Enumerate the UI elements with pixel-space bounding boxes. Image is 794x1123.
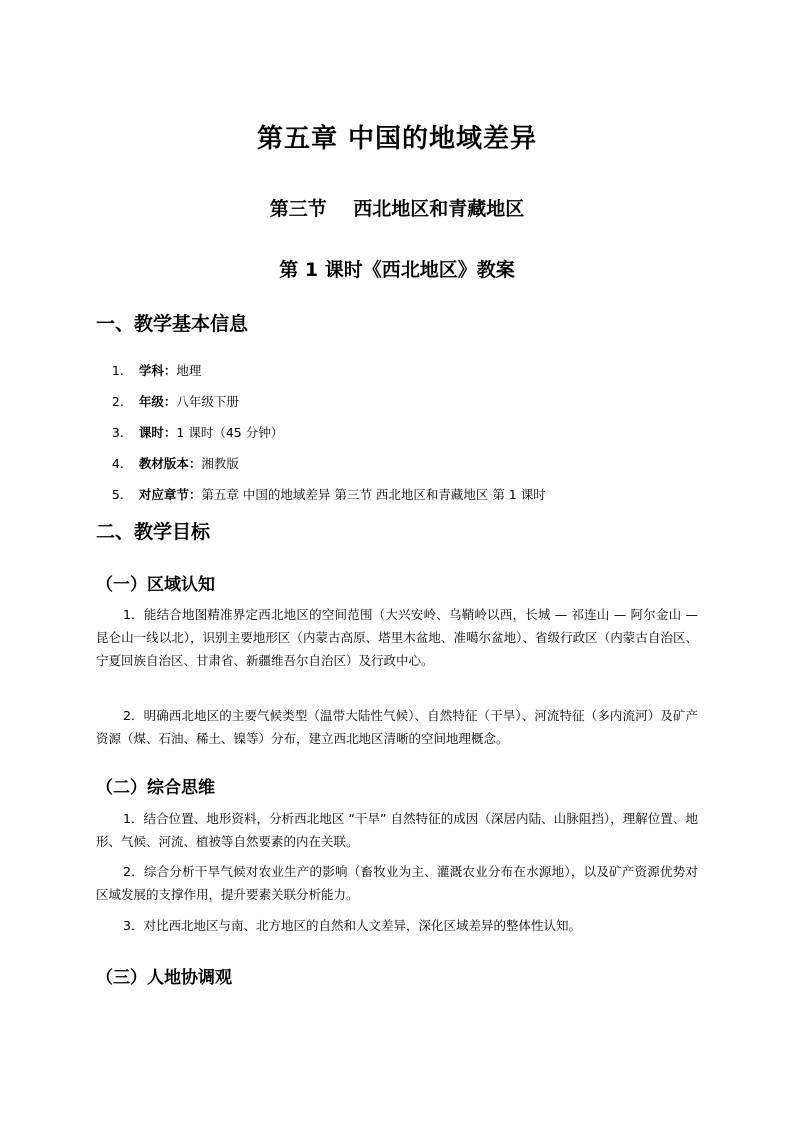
- info-item-value: 八年级下册: [176, 394, 239, 409]
- info-item-value: 地理: [176, 363, 202, 378]
- info-item-number: 3.: [111, 425, 124, 440]
- info-item-value: 第五章 中国的地域差异 第三节 西北地区和青藏地区 第 1 课时: [201, 487, 546, 502]
- info-item-number: 5.: [111, 487, 124, 502]
- info-item-label: 学科：: [138, 363, 177, 378]
- info-item-label: 年级：: [138, 394, 177, 409]
- lesson-title: 第 1 课时《西北地区》教案: [279, 259, 515, 281]
- heading-objectives: 二、教学目标: [96, 521, 211, 543]
- info-item-number: 2.: [111, 394, 124, 409]
- heading-regional-cognition: （一）区域认知: [96, 575, 215, 595]
- info-item-value: 湘教版: [201, 456, 239, 471]
- section-title: 第三节 西北地区和青藏地区: [269, 198, 525, 220]
- heading-human-land-harmony: （三）人地协调观: [96, 968, 232, 988]
- paragraph-thinking-1: 1．结合位置、地形资料，分析西北地区 “干旱” 自然特征的成因（深居内陆、山脉阻挡），理解位置、地形、气候、河流、植被等自然要素的内在关联。: [96, 811, 698, 849]
- chapter-title: 第五章 中国的地域差异: [256, 124, 538, 154]
- info-item-label: 教材版本：: [138, 456, 202, 471]
- info-item-chapter: [96, 470, 546, 518]
- heading-basic-info: 一、教学基本信息: [96, 313, 249, 335]
- paragraph-thinking-3: 3．对比西北地区与南、北方地区的自然和人文差异，深化区域差异的整体性认知。: [123, 918, 581, 933]
- paragraph-regional-2: 2．明确西北地区的主要气候类型（温带大陆性气候）、自然特征（干旱）、河流特征（多内流河）及矿产资源（煤、石油、稀土、镍等）分布，建立西北地区清晰的空间地理概念。: [96, 708, 698, 746]
- info-item-value: 1 课时（45 分钟）: [176, 425, 284, 440]
- info-item-number: 4.: [111, 456, 124, 471]
- info-item-label: 课时：: [138, 425, 177, 440]
- heading-comprehensive-thinking: （二）综合思维: [96, 778, 215, 798]
- info-item-number: 1.: [111, 363, 124, 378]
- info-item-label: 对应章节：: [138, 487, 202, 502]
- paragraph-thinking-2: 2．综合分析干旱气候对农业生产的影响（畜牧业为主、灌溉农业分布在水源地），以及矿产资源优势对区域发展的支撑作用，提升要素关联分析能力。: [96, 864, 698, 902]
- paragraph-regional-1: 1．能结合地图精准界定西北地区的空间范围（大兴安岭、乌鞘岭以西，长城 — 祁连山 — 阿尔金山 — 昆仑山一线以北），识别主要地形区（内蒙古高原、塔里木盆地、准噶尔盆地）、省级行政区（内蒙古自治区、宁夏回族自治区、甘肃省、新疆维吾尔自治区）及行政中心。: [96, 607, 698, 668]
